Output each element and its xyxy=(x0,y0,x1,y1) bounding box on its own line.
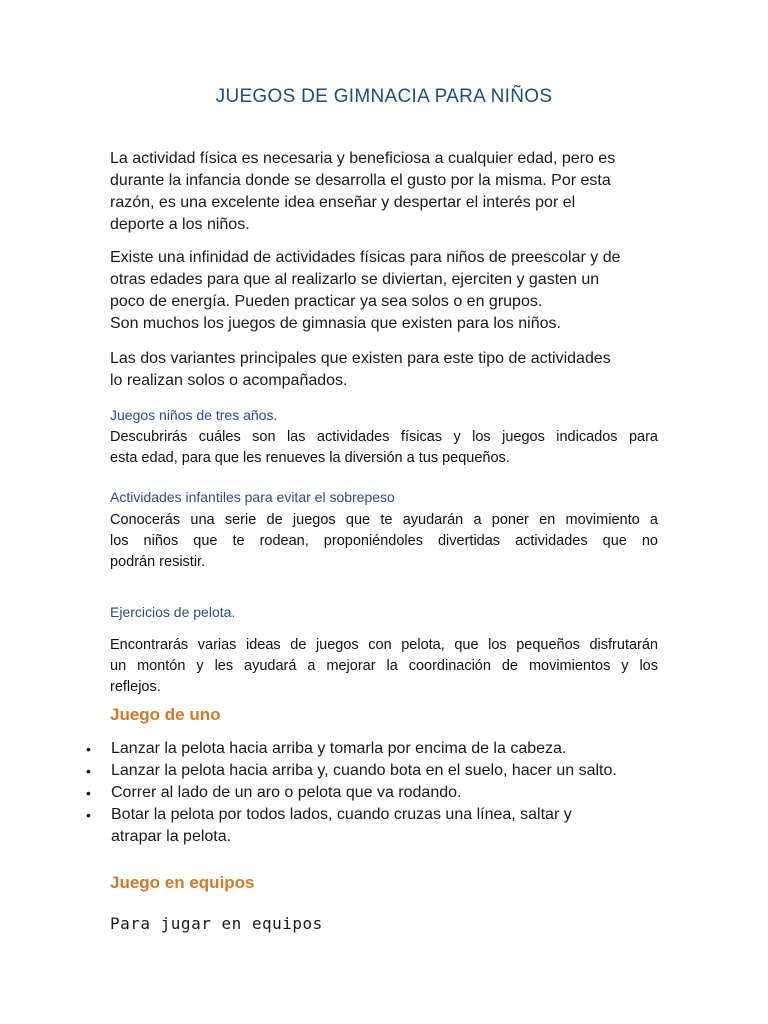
list-item-text: Correr al lado de un aro o pelota que va rodando. xyxy=(111,784,462,801)
section-body-sobrepeso xyxy=(110,510,658,573)
text-line: poco de energía. Pueden practicar ya sea solos o en grupos. xyxy=(110,293,543,310)
text-line: podrán resistir. xyxy=(110,554,206,570)
heading-juego-de-uno: Juego de uno xyxy=(110,705,221,724)
text-line: durante la infancia donde se desarrolla el gusto por la misma. Por esta xyxy=(110,172,611,189)
variants-paragraph xyxy=(110,348,650,392)
bullet-icon: • xyxy=(86,785,91,801)
bullet-icon: • xyxy=(86,741,91,757)
page-title: JUEGOS DE GIMNACIA PARA NIÑOS xyxy=(215,86,553,107)
text-line: Son muchos los juegos de gimnasia que existen para los niños. xyxy=(110,315,561,332)
section-body-tres-anos xyxy=(110,427,658,469)
section-heading-tres-anos[interactable]: Juegos niños de tres años. xyxy=(110,407,278,423)
text-line: Las dos variantes principales que existen para este tipo de actividades xyxy=(110,350,611,367)
text-line: un montón y les ayudará a mejorar la coordinación de movimientos y los xyxy=(110,658,658,674)
text-line: Existe una infinidad de actividades físicas para niños de preescolar y de xyxy=(110,249,621,266)
text-line: razón, es una excelente idea enseñar y despertar el interés por el xyxy=(110,194,576,211)
section-body-pelota xyxy=(110,635,658,698)
list-item-text: atrapar la pelota. xyxy=(111,828,232,845)
text-line: Encontrarás varias ideas de juegos con pelota, que los pequeños disfrutarán xyxy=(110,637,658,653)
heading-juego-en-equipos: Juego en equipos xyxy=(110,873,255,892)
juego-uno-list xyxy=(84,738,684,848)
section-heading-sobrepeso[interactable]: Actividades infantiles para evitar el sobrepeso xyxy=(110,489,395,505)
text-line: reflejos. xyxy=(110,679,161,695)
text-line: otras edades para que al realizarlo se diviertan, ejerciten y gasten un xyxy=(110,271,600,288)
list-item xyxy=(84,804,684,848)
text-line: La actividad física es necesaria y beneficiosa a cualquier edad, pero es xyxy=(110,150,616,167)
list-item xyxy=(84,782,684,804)
list-item-text: Lanzar la pelota hacia arriba y tomarla por encima de la cabeza. xyxy=(111,740,567,757)
equipos-text: Para jugar en equipos xyxy=(110,914,323,933)
list-item-text: Botar la pelota por todos lados, cuando cruzas una línea, saltar y xyxy=(111,806,572,823)
bullet-icon: • xyxy=(86,807,91,823)
text-line: deporte a los niños. xyxy=(110,216,250,233)
section-heading-pelota[interactable]: Ejercicios de pelota. xyxy=(110,604,236,620)
list-item xyxy=(84,738,684,760)
text-line: Conocerás una serie de juegos que te ayudarán a poner en movimiento a xyxy=(110,512,658,528)
text-line: Descubrirás cuáles son las actividades físicas y los juegos indicados para xyxy=(110,429,658,445)
text-line: los niños que te rodean, proponiéndoles divertidas actividades que no xyxy=(110,533,658,549)
activities-paragraph xyxy=(110,247,650,335)
text-line: esta edad, para que les renueves la diversión a tus pequeños. xyxy=(110,450,510,466)
list-item xyxy=(84,760,684,782)
intro-paragraph xyxy=(110,148,650,236)
text-line: lo realizan solos o acompañados. xyxy=(110,372,348,389)
list-item-text: Lanzar la pelota hacia arriba y, cuando bota en el suelo, hacer un salto. xyxy=(111,762,617,779)
bullet-icon: • xyxy=(86,763,91,779)
